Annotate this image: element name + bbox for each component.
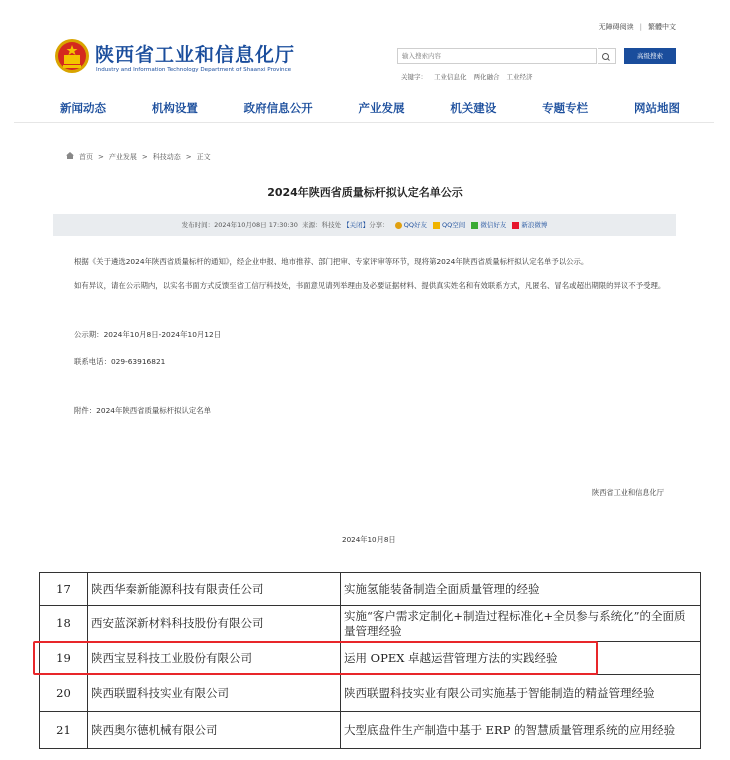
keyword-link[interactable]: 工业经济 [506,73,533,81]
attachment-link[interactable]: 附件：2024年陕西省质量标杆拟认定名单 [74,406,212,415]
share-wechat[interactable]: 微信好友 [471,221,506,229]
weibo-icon [512,222,519,229]
row-number: 17 [40,573,88,606]
body-paragraph: 如有异议，请在公示期内，以实名书面方式反馈至省工信厅科技处，书面意见请列举理由及必要证据材料、提供真实姓名和有效联系方式，凡匿名、冒名或超出期限的异议不予受理。 [74,281,666,290]
nav-item-news[interactable]: 新闻动态 [60,101,106,115]
advanced-search-button[interactable]: 高级搜索 [624,48,676,64]
main-nav [60,100,680,116]
article-source: 来源：科技处 [302,221,342,229]
breadcrumb: 首页 > 产业发展 > 科技动态 > 正文 [66,152,211,162]
share-qzone[interactable]: QQ空间 [433,221,465,229]
traditional-chinese-link[interactable]: 繁體中文 [648,23,676,31]
search-input[interactable] [397,48,597,64]
close-link[interactable]: 【关闭】 [343,221,370,229]
publish-time: 发布时间：2024年10月08日 17:30:30 [181,221,298,229]
top-links: 无障碍阅读 | 繁體中文 [598,23,676,31]
national-emblem-icon [54,38,90,74]
signer: 陕西省工业和信息化厅 [592,488,664,497]
row-number: 21 [40,712,88,749]
keywords-label: 关键字： [401,73,427,81]
company-name: 西安蓝深新材料科技股份有限公司 [88,606,341,642]
share-qq-friend[interactable]: QQ好友 [395,221,427,229]
share-weibo[interactable]: 新浪微博 [512,221,547,229]
breadcrumb-industry[interactable]: 产业发展 [108,153,137,161]
experience-title: 陕西联盟科技实业有限公司实施基于智能制造的精益管理经验 [341,675,701,712]
site-title-en: Industry and Information Technology Department of Shaanxi Province [96,67,292,73]
search-button[interactable] [598,48,616,64]
experience-title: 大型底盘件生产制造中基于 ERP 的智慧质量管理系统的应用经验 [341,712,701,749]
experience-title: 实施氢能装备制造全面质量管理的经验 [341,573,701,606]
keyword-link[interactable]: 工业信息化 [434,73,467,81]
search-icon [598,50,614,64]
experience-title: 实施“客户需求定制化+制造过程标准化+全员参与系统化”的全面质量管理经验 [341,606,701,642]
table-row [40,606,701,642]
table-row [40,712,701,749]
article-title: 2024年陕西省质量标杆拟认定名单公示 [267,186,463,199]
site-title[interactable]: 陕西省工业和信息化厅 [95,44,296,66]
article-meta-bar [53,214,676,236]
row-number: 18 [40,606,88,642]
search-keywords [401,72,540,81]
company-name: 陕西奥尔德机械有限公司 [88,712,341,749]
nav-item-sitemap[interactable]: 网站地图 [633,101,680,115]
experience-title: 运用 OPEX 卓越运营管理方法的实践经验 [341,642,701,675]
publicity-period: 公示期：2024年10月8日-2024年10月12日 [74,330,222,339]
breadcrumb-tech-news[interactable]: 科技动态 [152,153,181,161]
row-number: 19 [40,642,88,675]
home-icon[interactable] [66,152,74,159]
company-name: 陕西联盟科技实业有限公司 [88,675,341,712]
qq-icon [395,222,402,229]
nav-divider [14,122,714,123]
company-name: 陕西宝昱科技工业股份有限公司 [88,642,341,675]
sign-date: 2024年10月8日 [342,535,396,544]
company-name: 陕西华秦新能源科技有限责任公司 [88,573,341,606]
accessibility-link[interactable]: 无障碍阅读 [598,23,634,31]
body-paragraph: 根据《关于遴选2024年陕西省质量标杆的通知》，经企业申报、地市推荐、部门把审、专家评审等环节，现将第2024年陕西省质量标杆拟认定名单予以公示。 [74,257,589,266]
nav-item-industry[interactable]: 产业发展 [358,101,405,115]
nav-item-gov-info[interactable]: 政府信息公开 [243,101,313,115]
table-row [40,573,701,606]
nav-item-topics[interactable]: 专题专栏 [542,101,589,115]
nav-item-organization[interactable]: 机构设置 [151,101,198,115]
table-row [40,675,701,712]
keyword-link[interactable]: 两化融合 [473,73,500,81]
breadcrumb-current: 正文 [196,153,211,161]
share-label: 分享： [369,221,389,229]
nav-item-party-building[interactable]: 机关建设 [450,101,497,115]
breadcrumb-home[interactable]: 首页 [79,153,93,161]
row-number: 20 [40,675,88,712]
contact-phone: 联系电话：029-63916821 [74,357,166,366]
qzone-icon [433,222,440,229]
highlight-box [33,641,598,675]
wechat-icon [471,222,478,229]
